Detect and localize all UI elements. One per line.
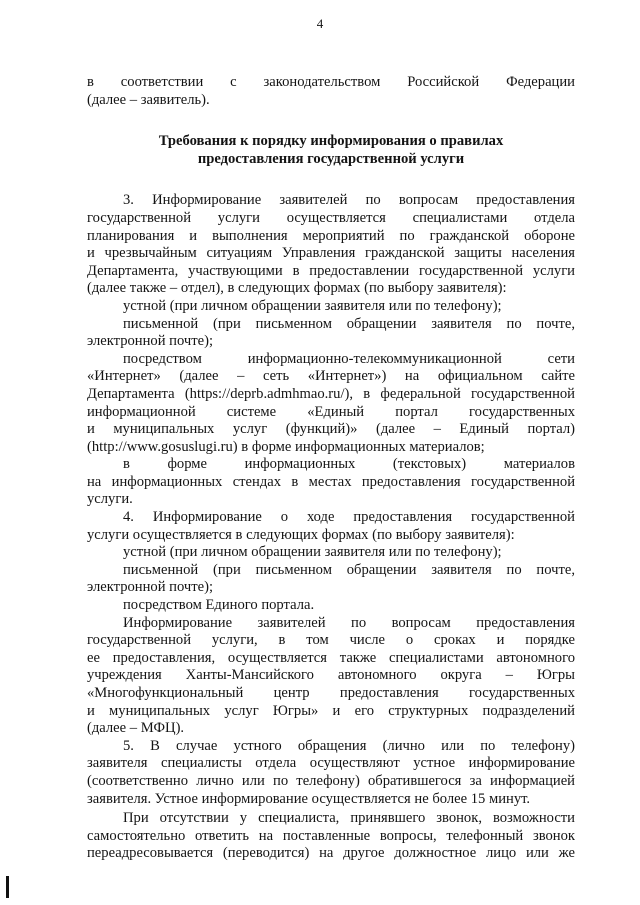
document-body <box>87 74 575 863</box>
text-line: услуги осуществляется в следующих формах (по выбору заявителя): <box>87 526 515 543</box>
text-line: «Многофункциональный центр предоставления государственных <box>87 685 575 701</box>
text-line: письменной (при письменном обращении заявителя по почте, <box>123 561 575 578</box>
text-line: учреждения Ханты-Мансийского автономного округа – Югры <box>87 667 575 684</box>
text-line: Департамента, участвующими в предоставлении государственной услуги <box>87 262 575 279</box>
text-line: и чрезвычайным ситуациям Управления гражданской защиты населения <box>87 245 575 262</box>
text-line: информационной системе «Единый портал государственных <box>87 403 575 420</box>
text-line: (http://www.gosuslugi.ru) в форме информационных материалов; <box>87 438 485 455</box>
text-line: устной (при личном обращении заявителя или по телефону); <box>123 297 502 314</box>
text-line: Департамента (https://deprb.admhmao.ru/), в федеральной государственной <box>87 385 575 402</box>
text-line: электронной почте); <box>87 579 214 596</box>
text-line: планирования и выполнения мероприятий по гражданской обороне <box>87 227 575 244</box>
text-line: (соответственно лично или по телефону) обратившегося за информацией <box>87 772 575 789</box>
text-line: Информирование заявителей по вопросам предоставления <box>123 614 575 631</box>
paragraph-lines <box>87 192 575 863</box>
text-line: письменной (при письменном обращении заявителя по почте, <box>123 315 575 332</box>
heading-line: предоставления государственной услуги <box>197 150 465 167</box>
section-heading <box>87 133 575 168</box>
text-line: самостоятельно ответить на поставленные вопросы, телефонный звонок <box>87 827 575 844</box>
text-line: ее предоставления, осуществляется также специалистами автономного <box>87 649 575 666</box>
text-line: устной (при личном обращении заявителя или по телефону); <box>123 544 502 561</box>
text-line: в форме информационных (текстовых) материалов <box>123 456 575 473</box>
text-line: посредством Единого портала. <box>123 597 315 614</box>
text-line: заявителя. Устное информирование осуществляется не более 15 минут. <box>87 790 531 807</box>
text-line: на информационных стендах в местах предоставления государственной <box>87 473 575 490</box>
text-line: (далее – МФЦ). <box>87 720 185 737</box>
scan-edge-mark <box>6 876 9 898</box>
text-line: 5. В случае устного обращения (лично или по телефону) <box>123 737 575 754</box>
text-line: переадресовывается (переводится) на другое должностное лицо или же <box>87 845 575 862</box>
text-line: посредством информационно-телекоммуникационной сети <box>123 350 575 367</box>
text-line: 3. Информирование заявителей по вопросам предоставления <box>123 192 575 209</box>
text-line: государственной услуги, в том числе о сроках и порядке <box>87 632 575 649</box>
text-line: государственной услуги осуществляется специалистами отдела <box>87 209 575 226</box>
intro-line: (далее – заявитель). <box>87 91 210 108</box>
text-line: услуги. <box>87 491 133 508</box>
text-line: При отсутствии у специалиста, принявшего звонок, возможности <box>123 810 575 827</box>
text-line: заявителя специалисты отдела осуществляют устное информирование <box>87 755 575 772</box>
intro-line: в соответствии с законодательством Российской Федерации <box>87 74 575 90</box>
heading-line: Требования к порядку информирования о правилах <box>158 133 504 150</box>
text-line: электронной почте); <box>87 333 214 350</box>
page-number: 4 <box>316 16 324 31</box>
text-line: и муниципальных услуг (функций)» (далее – Единый портал) <box>87 421 575 438</box>
text-line: «Интернет» (далее – сеть «Интернет») на официальном сайте <box>87 368 575 385</box>
text-line: 4. Информирование о ходе предоставления государственной <box>123 509 575 526</box>
text-line: (далее также – отдел), в следующих формах (по выбору заявителя): <box>87 280 507 297</box>
text-line: и муниципальных услуг Югры» и его структурных подразделений <box>87 702 575 719</box>
